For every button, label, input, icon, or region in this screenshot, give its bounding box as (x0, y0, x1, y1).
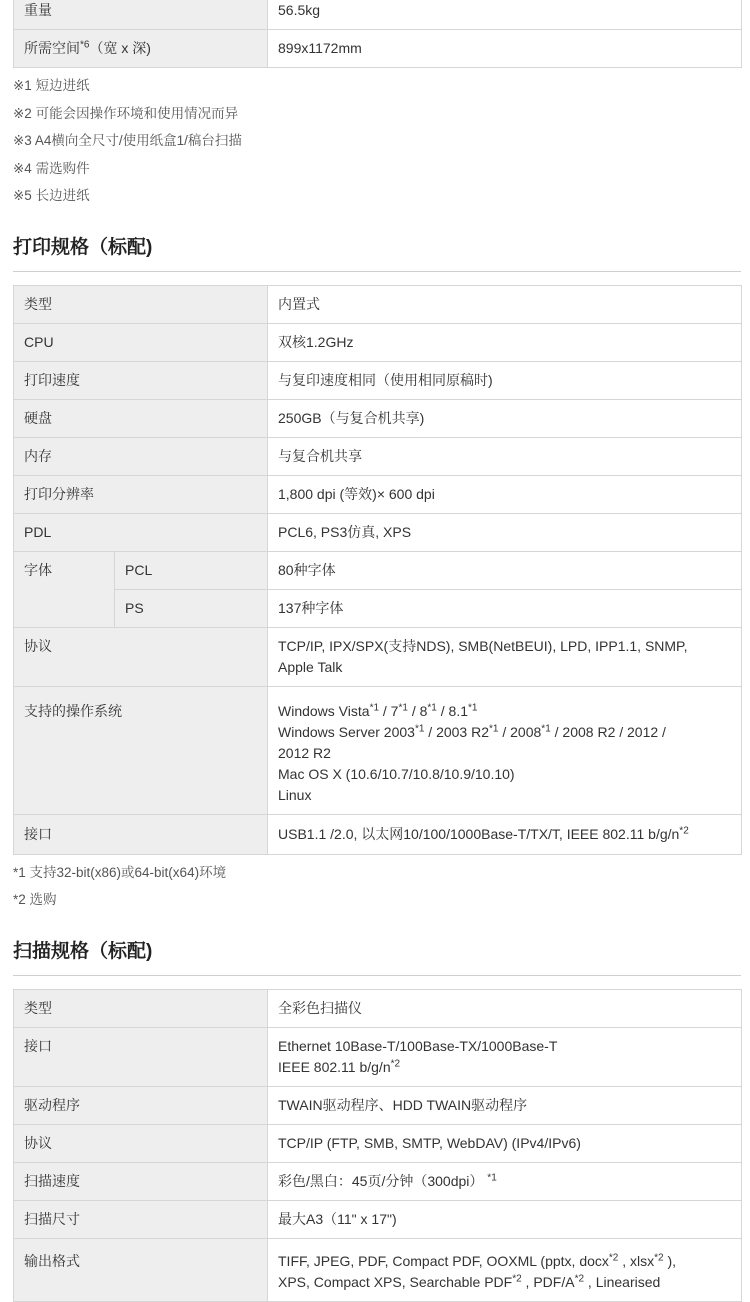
device-spec-table (13, 0, 742, 68)
footnote: *2 选购 (13, 892, 57, 907)
row-sublabel: PS (115, 589, 268, 627)
footnote: ※3 A4横向全尺寸/使用纸盒1/稿台扫描 (13, 133, 242, 148)
row-value (268, 1238, 742, 1301)
footnote: ※5 长边进纸 (13, 188, 90, 203)
table-row (14, 589, 742, 627)
table-row (14, 475, 742, 513)
space-value: 899x1172mm (268, 30, 742, 68)
row-label: 协议 (14, 1124, 268, 1162)
table-row (14, 361, 742, 399)
os-list (268, 686, 742, 814)
scan-spec-heading: 扫描规格（标配) (13, 936, 741, 976)
row-value: 80种字体 (268, 551, 742, 589)
value-line: XPS, Compact XPS, Searchable PDF$^{*2}$ , PDF/$A^{*2}$ , Linearised (278, 1272, 661, 1290)
footnote: ※2 可能会因操作环境和使用情况而异 (13, 105, 239, 121)
table-row (14, 686, 742, 814)
value-line: Apple Talk (278, 658, 343, 675)
value-line: Ethernet 10Base-T/100Base-TX/1000Base-T (278, 1037, 558, 1054)
table-row (14, 0, 742, 30)
row-value (268, 627, 742, 686)
row-sublabel: PCL (115, 551, 268, 589)
row-label: 类型 (14, 989, 268, 1027)
weight-label: 重量 (14, 0, 268, 30)
footnote: *1 支持32-bit(x86)或64-bit(x64)环境 (13, 864, 227, 880)
footnotes (13, 859, 741, 914)
scan-spec-table (13, 989, 742, 1302)
footnote: ※4 需选购件 (13, 160, 90, 176)
row-label: 协议 (14, 627, 268, 686)
row-label: 扫描尺寸 (14, 1200, 268, 1238)
row-value: TWAIN驱动程序、HDD TWAIN驱动程序 (268, 1086, 742, 1124)
table-row (14, 1162, 742, 1200)
table-row (14, 1200, 742, 1238)
row-value: USB1.1 /2.0, 以太网10/100/1000Base-T/TX/T, IEEE 802.11 $b/g/n^{*2}$ (268, 814, 742, 854)
value-line: TCP/IP, IPX/SPX(支持NDS), SMB(NetBEUI), LPD, IPP1.1, SNMP, (278, 637, 688, 654)
row-label: 驱动程序 (14, 1086, 268, 1124)
print-spec-table (13, 285, 742, 855)
row-value: 250GB（与复合机共享) (268, 399, 742, 437)
table-row (14, 551, 742, 589)
row-label: 支持的操作系统 (14, 686, 268, 814)
space-label: 所需空间$^{*6}$（宽 x 深) (14, 30, 268, 68)
row-value: 全彩色扫描仪 (268, 989, 742, 1027)
row-label: 接口 (14, 814, 268, 854)
row-value: 内置式 (268, 285, 742, 323)
value-line: 2012 R2 (278, 744, 331, 761)
row-value: TCP/IP (FTP, SMB, SMTP, WebDAV) (IPv4/IPv6) (268, 1124, 742, 1162)
table-row (14, 285, 742, 323)
table-row (14, 399, 742, 437)
table-row (14, 437, 742, 475)
table-row (14, 30, 742, 68)
table-row (14, 1238, 742, 1301)
row-value: 137种字体 (268, 589, 742, 627)
row-value: 1,800 dpi (等效)× 600 dpi (268, 475, 742, 513)
row-label: 硬盘 (14, 399, 268, 437)
value-line: Mac OS X (10.6/10.7/10.8/10.9/10.10) (278, 765, 515, 782)
row-label: PDL (14, 513, 268, 551)
row-label: 内存 (14, 437, 268, 475)
row-value: PCL6, PS3仿真, XPS (268, 513, 742, 551)
value-line: IEEE 802.11 $b/g/n^{*2}$ (278, 1057, 401, 1075)
row-label: 扫描速度 (14, 1162, 268, 1200)
table-row (14, 814, 742, 854)
table-row (14, 1027, 742, 1086)
value-line: Linux (278, 786, 312, 803)
row-label: 接口 (14, 1027, 268, 1086)
row-label: 打印分辨率 (14, 475, 268, 513)
footnote: ※1 短边进纸 (13, 78, 90, 93)
row-value: 彩色/黑白：45页/分钟（300dpi） $^{*1}$ (268, 1162, 742, 1200)
table-row (14, 513, 742, 551)
row-label: 打印速度 (14, 361, 268, 399)
table-row (14, 1086, 742, 1124)
row-value: 与复合机共享 (268, 437, 742, 475)
row-value: 与复印速度相同（使用相同原稿时) (268, 361, 742, 399)
spec-page (13, 0, 741, 1302)
row-value (268, 1027, 742, 1086)
row-value: 双核1.2GHz (268, 323, 742, 361)
value-line: Windows Vista$^{*1}$ / 7$^{*1}$ / 8$^{*1}$ / 8.1$^{*1}$ (278, 701, 478, 719)
table-row (14, 989, 742, 1027)
row-value: 最大A3（11" x 17") (268, 1200, 742, 1238)
weight-value: 56.5kg (268, 0, 742, 30)
table-row (14, 627, 742, 686)
row-label: 字体 (14, 551, 115, 627)
value-line: TIFF, JPEG, PDF, Compact PDF, OOXML (pptx, docx$^{*2}$ , xlsx$^{*2}$ ), (278, 1251, 677, 1269)
table-row (14, 1124, 742, 1162)
footnotes (13, 72, 741, 210)
value-line: Windows Server 2003$^{*1}$ / 2003 R2$^{*1}$ / 2008$^{*1}$ / 2008 R2 / 2012 / (278, 722, 666, 740)
row-label: 类型 (14, 285, 268, 323)
row-label: 输出格式 (14, 1238, 268, 1301)
print-spec-heading: 打印规格（标配) (13, 232, 741, 272)
row-label: CPU (14, 323, 268, 361)
table-row (14, 323, 742, 361)
